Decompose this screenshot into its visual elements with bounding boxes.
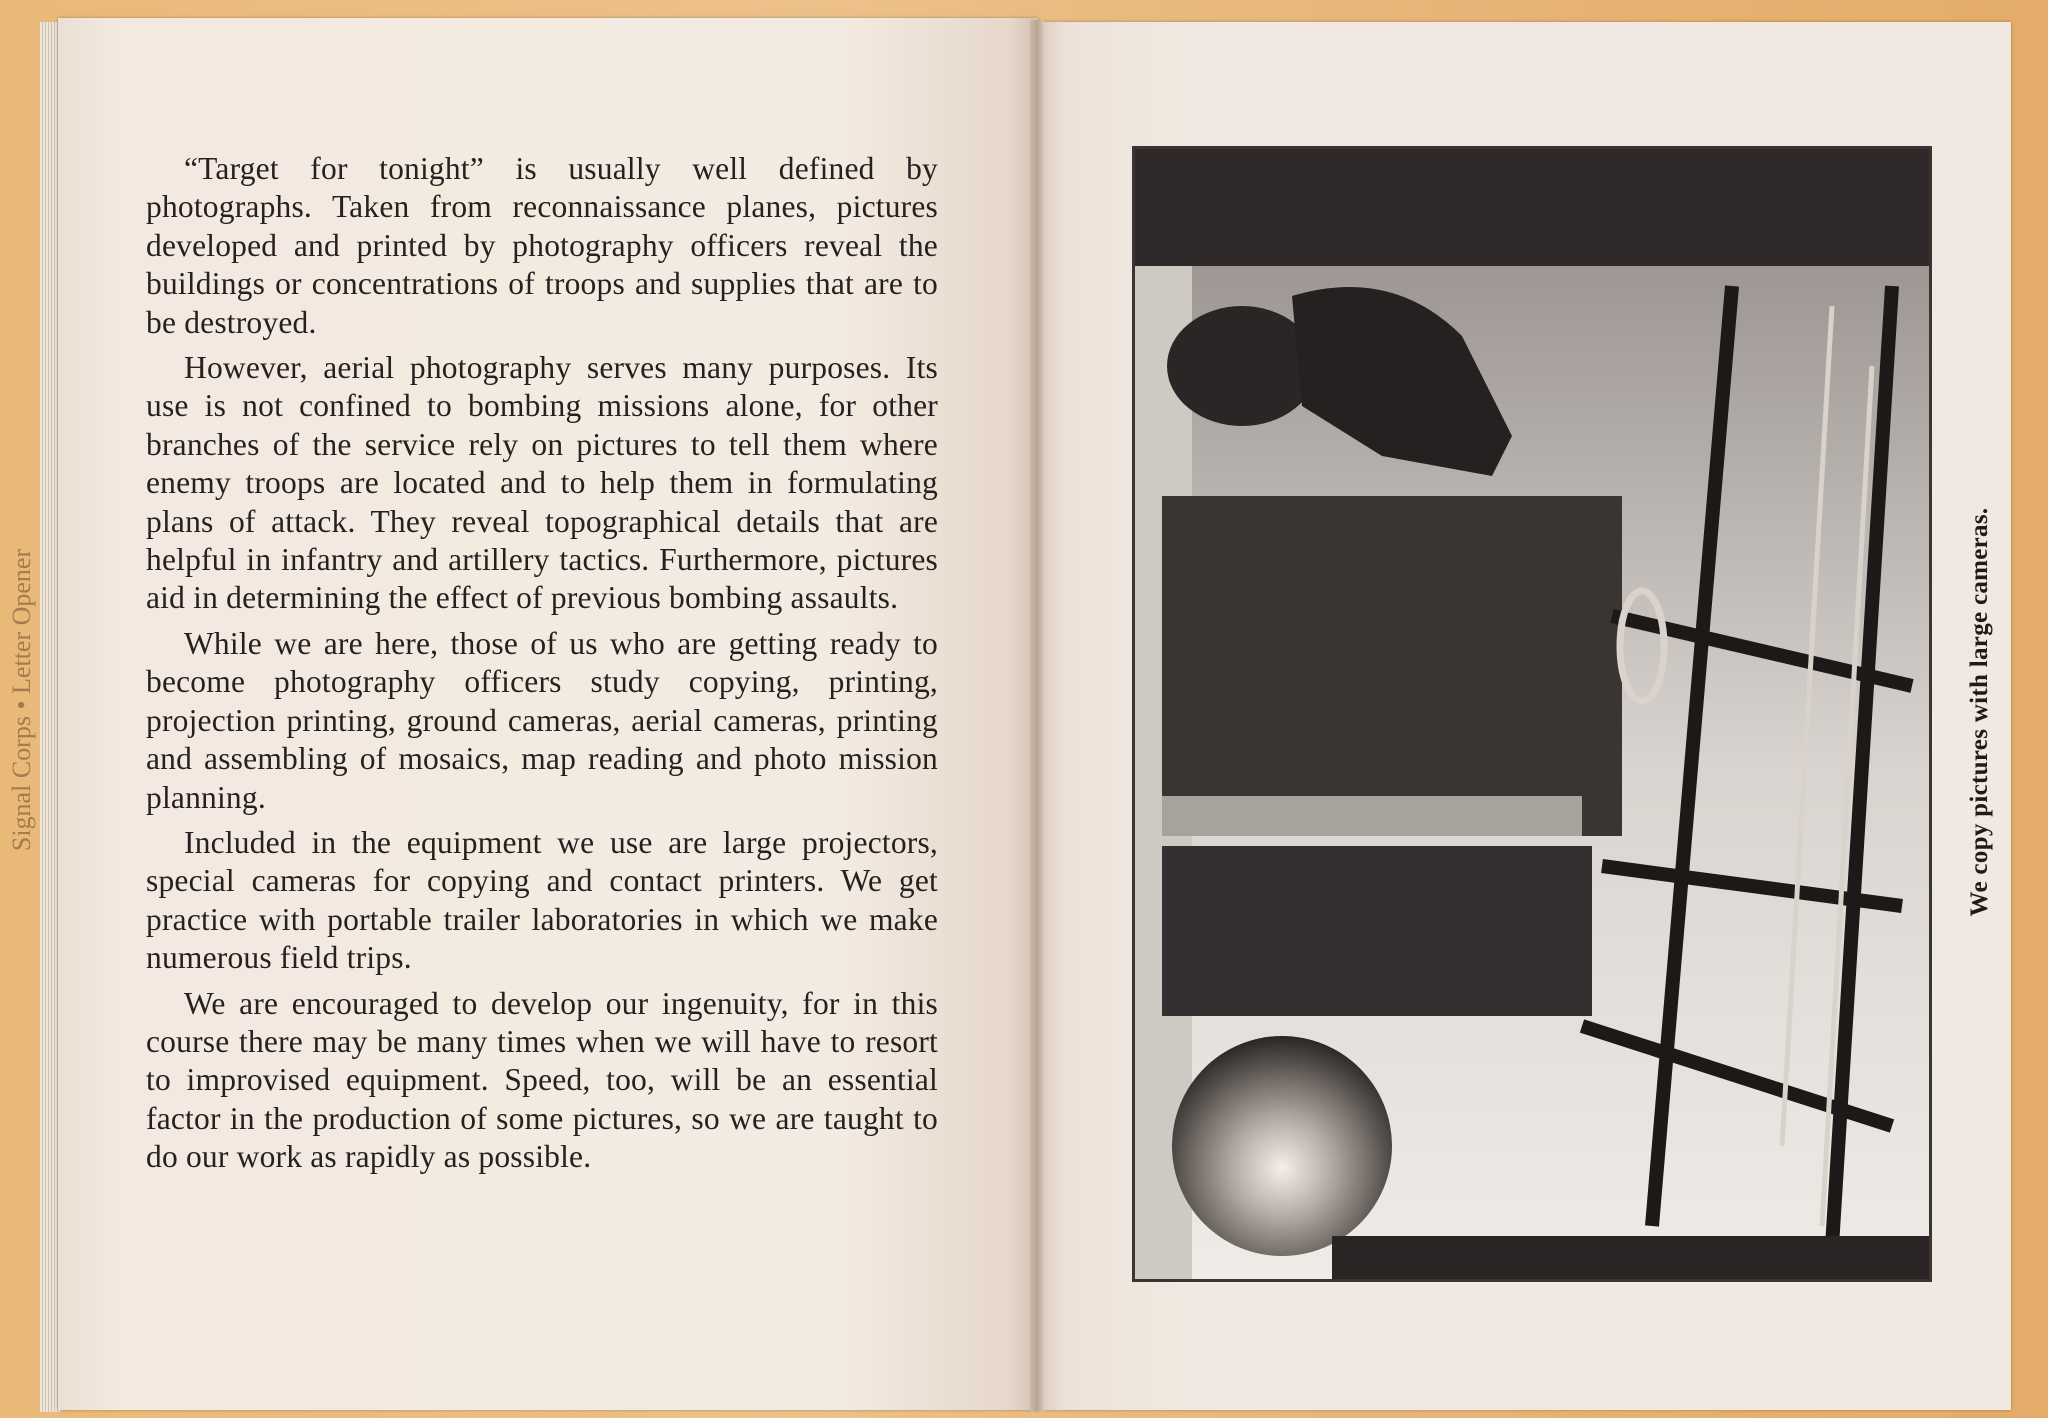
page-edges	[40, 22, 60, 1412]
paragraph-5: We are encouraged to develop our ingenuity, for in this course there may be many times when we will have to resort to improvised equipment. Speed, too, will be an essential factor in the production of some pictures, so we are taught to do our work as rapidly as possible.	[146, 985, 938, 1175]
paragraph-3: While we are here, those of us who are getting ready to become photography officers study copying, printing, projection printing, ground cameras, aerial cameras, printing and assembling of mosaics, map reading and photo mission planning.	[146, 625, 938, 815]
cover-faded-writing: Signal Corps • Letter Opener	[7, 548, 36, 852]
paragraph-1: “Target for tonight” is usually well defined by photographs. Taken from reconnaissance planes, pictures developed and printed by photography officers reveal the buildings or concentrations of troops and supplies that are to be destroyed.	[146, 151, 938, 340]
book-gutter	[1030, 20, 1044, 1412]
paragraph-4: Included in the equipment we use are large projectors, special cameras for copying and contact printers. We get practice with portable trailer laboratories in which we make numerous field trips.	[146, 824, 938, 976]
left-page-body-text	[146, 150, 938, 1184]
photo-caption: We copy pictures with large cameras.	[1966, 507, 1993, 917]
paragraph-2: However, aerial photography serves many purposes. Its use is not confined to bombing missions alone, for other branches of the service rely on pictures to tell them where enemy troops are located and to help them in formulating plans of attack. They reveal topographical details that are helpful in infantry and artillery tactics. Furthermore, pictures aid in determining the effect of previous bombing assaults.	[146, 350, 938, 616]
photo-large-copy-camera	[1132, 146, 1932, 1282]
photo-illustration	[1132, 146, 1932, 1282]
